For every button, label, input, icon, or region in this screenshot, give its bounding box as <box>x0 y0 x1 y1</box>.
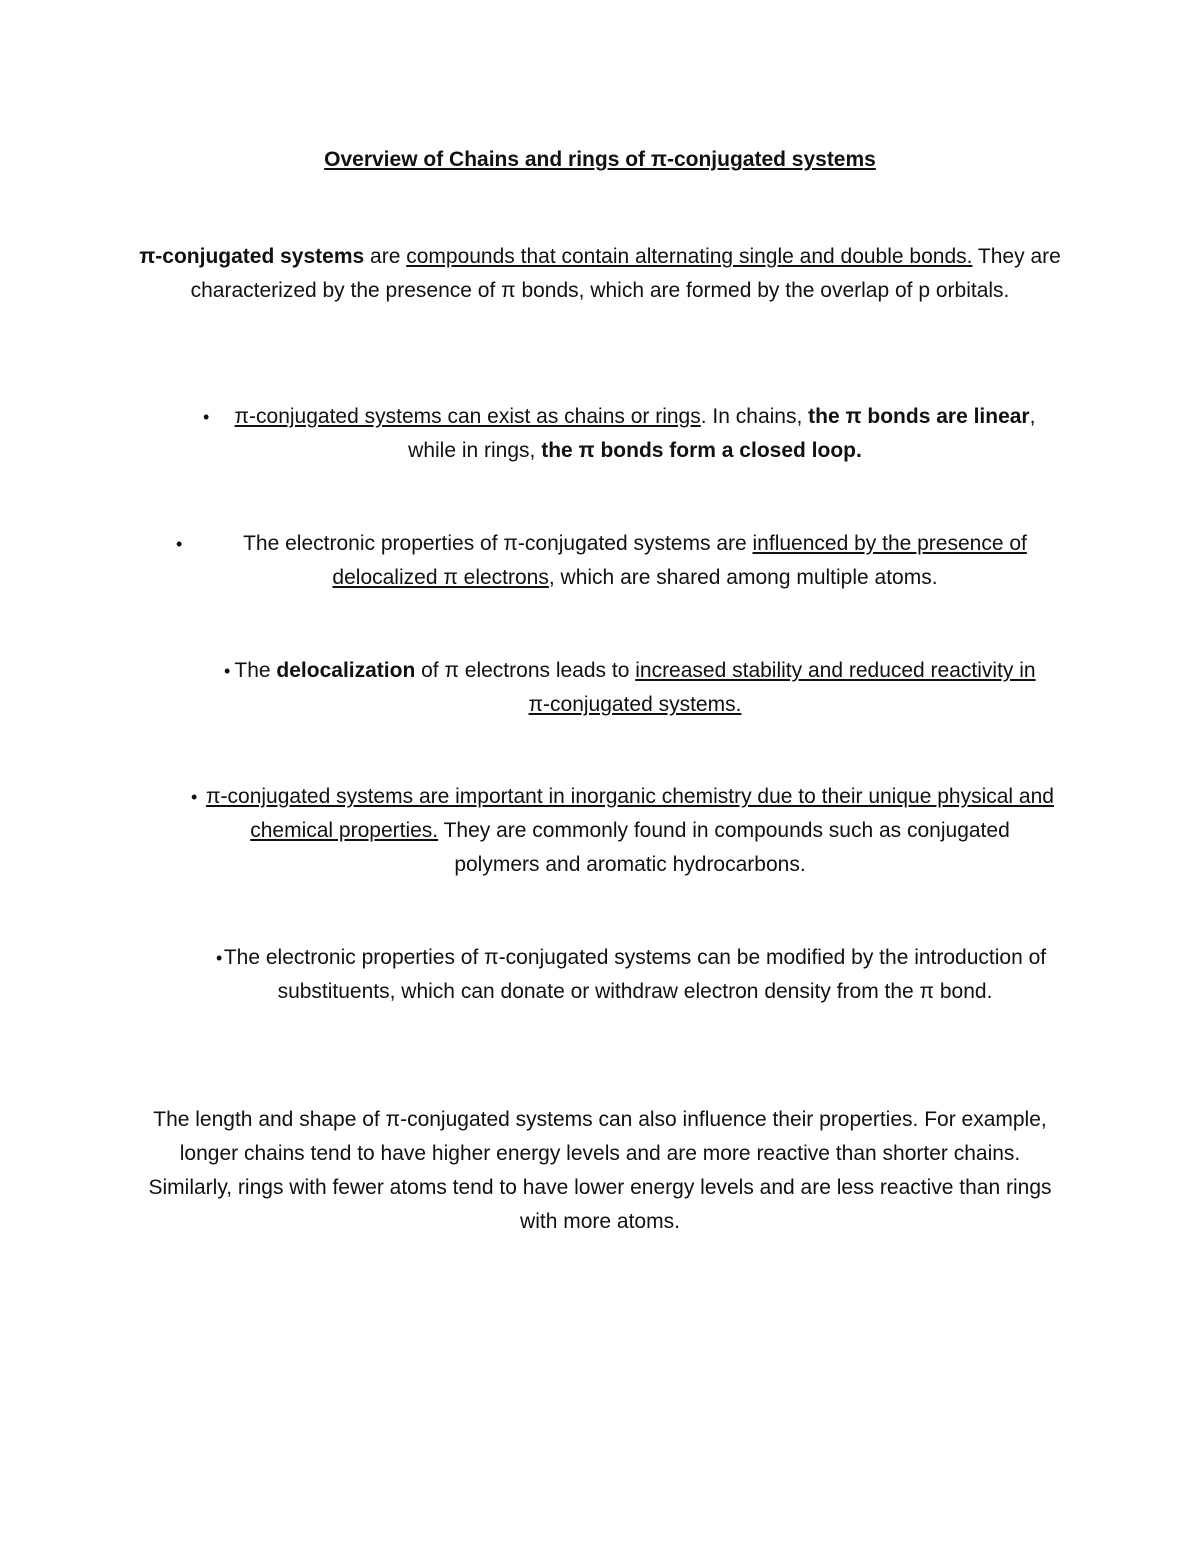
bullet-1-text-2: , while in rings, <box>408 405 1036 462</box>
intro-paragraph <box>130 240 1070 308</box>
bullet-1-text-1: . In chains, <box>700 405 809 428</box>
bullet-item-delocalization <box>230 654 1040 722</box>
bullet-3-underlined: increased stability and reduced reactivity in π-conjugated systems. <box>528 659 1036 716</box>
bullet-2-text-2: , which are shared among multiple atoms. <box>548 566 938 589</box>
page-title: Overview of Chains and rings of π-conjugated systems <box>324 148 876 171</box>
bullet-marker: • <box>224 661 231 681</box>
bullet-1-bold-1: the π bonds are linear <box>808 405 1030 428</box>
bullet-3-bold: delocalization <box>276 659 416 682</box>
bullet-5-text-1: The electronic properties of π-conjugated systems can be modified by the introduction of substituents, which can donate or withdraw electron density from the π bond. <box>223 946 1047 1003</box>
intro-text-1: are <box>364 245 407 268</box>
bullet-marker: • <box>176 534 183 554</box>
bullet-2-text-1: The electronic properties of π-conjugated systems are <box>243 532 753 555</box>
bullet-1-underlined: π-conjugated systems can exist as chains or rings <box>234 405 701 428</box>
bullet-4-text-1: They are commonly found in compounds such as conjugated polymers and aromatic hydrocarbons. <box>438 819 1010 876</box>
bullet-marker: • <box>191 787 198 807</box>
bullet-4-underlined: π-conjugated systems are important in inorganic chemistry due to their unique physical and chemical properties. <box>206 785 1054 842</box>
bullet-3-text-1: The <box>234 659 277 682</box>
intro-underlined: compounds that contain alternating single and double bonds. <box>406 245 973 268</box>
intro-term: π-conjugated systems <box>139 245 365 268</box>
closing-paragraph: The length and shape of π-conjugated systems can also influence their properties. For example, longer chains tend to have higher energy levels and are more reactive than shorter chains. Similarly, rings with fewer atoms tend to have lower energy levels and are less reactive than rings with more atoms. <box>148 1108 1052 1233</box>
bullet-1-bold-2: the π bonds form a closed loop. <box>541 439 862 462</box>
intro-text-2: They are characterized by the presence of π bonds, which are formed by the overlap of p orbitals. <box>190 245 1061 302</box>
bullet-item-importance <box>205 780 1055 882</box>
bullet-item-chains-rings <box>225 400 1045 468</box>
bullet-2-underlined: influenced by the presence of delocalized π electrons <box>332 532 1027 589</box>
bullet-item-substituents <box>200 941 1070 1009</box>
bullet-marker: • <box>203 407 210 427</box>
bullet-item-electronic-properties <box>200 527 1070 595</box>
bullet-3-text-2: of π electrons leads to <box>415 659 636 682</box>
bullet-marker: • <box>216 948 223 968</box>
